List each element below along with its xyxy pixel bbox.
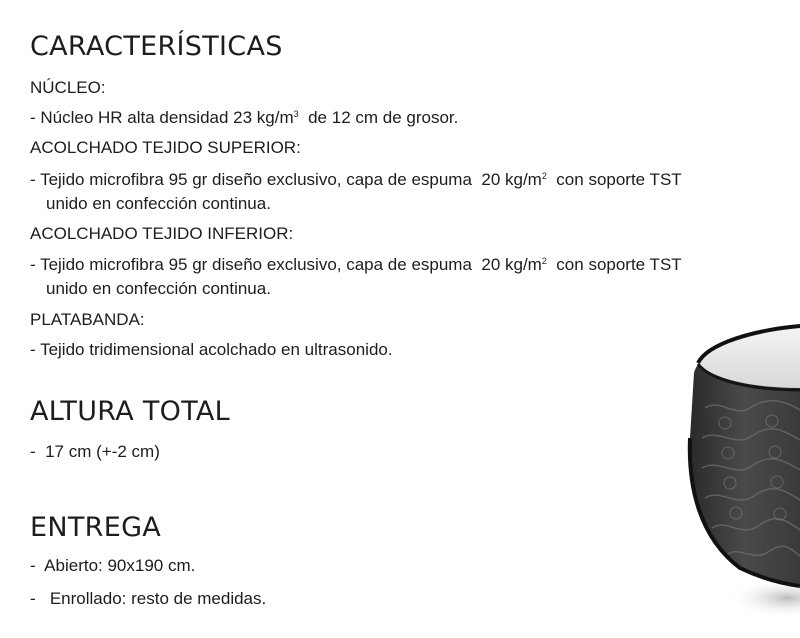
altura-total-value: - 17 cm (+-2 cm) (30, 442, 160, 461)
altura-total-heading: ALTURA TOTAL (30, 396, 231, 427)
acolchado-inferior-description: - Tejido microfibra 95 gr diseño exclusivo, capa de espuma 20 $kg/m^2$ con soporte TST (30, 255, 682, 274)
entrega-abierto: - Abierto: 90x190 cm. (30, 556, 196, 575)
acolchado-inferior-continuation: unido en confección continua. (46, 279, 271, 298)
caracteristicas-heading: CARACTERÍSTICAS (30, 31, 283, 62)
entrega-enrollado: - Enrollado: resto de medidas. (30, 589, 267, 608)
acolchado-superior-label: ACOLCHADO TEJIDO SUPERIOR: (30, 138, 301, 157)
entrega-heading: ENTREGA (30, 512, 162, 543)
plataband-label: PLATABANDA: (30, 310, 145, 329)
nucleo-label: NÚCLEO: (30, 78, 106, 97)
mattress-image (680, 318, 800, 618)
acolchado-inferior-label: ACOLCHADO TEJIDO INFERIOR: (30, 224, 294, 243)
plataband-description: - Tejido tridimensional acolchado en ultrasonido. (30, 340, 393, 359)
acolchado-superior-description: - Tejido microfibra 95 gr diseño exclusivo, capa de espuma 20 $kg/m^2$ con soporte TST (30, 170, 682, 189)
acolchado-superior-continuation: unido en confección continua. (46, 194, 271, 213)
nucleo-description: - Núcleo HR alta densidad 23 $kg/m^3$ de 12 cm de grosor. (30, 108, 459, 127)
